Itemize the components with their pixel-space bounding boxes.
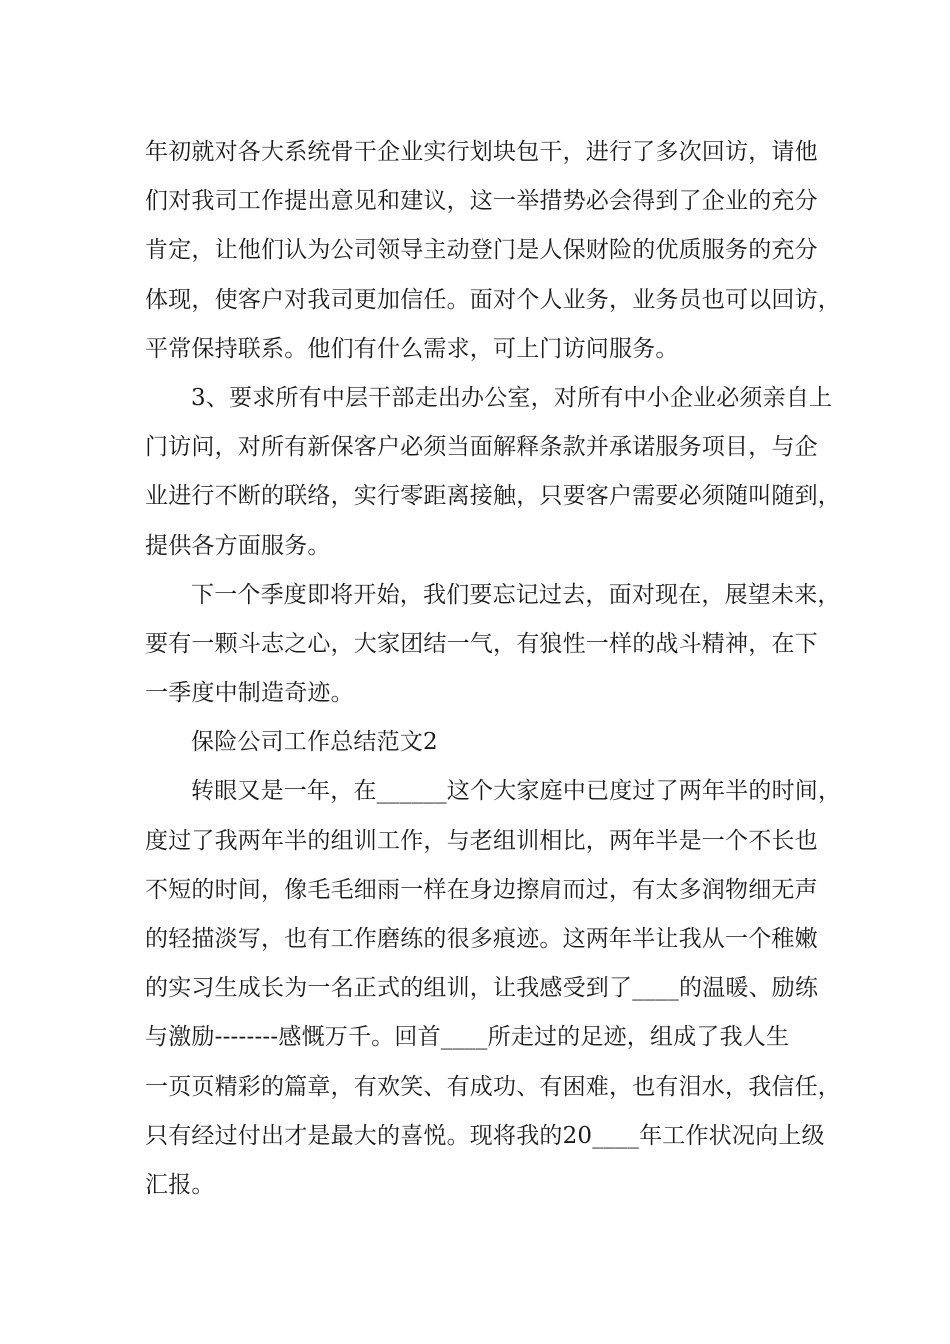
text-line: 与激励--------感慨万千。回首____所走过的足迹，组成了我人生	[145, 1024, 790, 1051]
text-line: 肯定，让他们认为公司领导主动登门是人保财险的优质服务的充分	[145, 237, 818, 264]
text-line: 只有经过付出才是最大的喜悦。现将我的20____年工作状况向上级	[145, 1122, 825, 1149]
text-line: 汇报。	[145, 1171, 215, 1198]
text-line: 一季度中制造奇迹。	[145, 680, 354, 707]
paragraph-start-line: 转眼又是一年，在______这个大家庭中已度过了两年半的时间，	[191, 778, 842, 805]
text-line: 度过了我两年半的组训工作，与老组训相比，两年半是一个不长也	[145, 827, 818, 854]
text-line: 年初就对各大系统骨干企业实行划块包干，进行了多次回访，请他	[145, 139, 818, 165]
text-line: 一页页精彩的篇章，有欢笑、有成功、有困难，也有泪水，我信任，	[145, 1073, 841, 1100]
paragraph-start-line: 下一个季度即将开始，我们要忘记过去，面对现在，展望未来，	[191, 581, 841, 608]
text-line: 的轻描淡写，也有工作磨练的很多痕迹。这两年半让我从一个稚嫩	[145, 926, 818, 952]
text-line: 门访问，对所有新保客户必须当面解释条款并承诺服务项目，与企	[145, 434, 818, 461]
text-line: 不短的时间，像毛毛细雨一样在身边擦肩而过，有太多润物细无声	[145, 876, 818, 903]
text-line: 要有一颗斗志之心，大家团结一气，有狼性一样的战斗精神，在下	[145, 630, 818, 657]
section-title: 保险公司工作总结范文2	[191, 729, 438, 756]
text-line: 的实习生成长为一名正式的组训，让我感受到了____的温暖、励练	[145, 975, 819, 1002]
paragraph-start-line: 3、要求所有中层干部走出办公室，对所有中小企业必须亲自上	[191, 384, 833, 411]
text-line: 业进行不断的联络，实行零距离接触，只要客户需要必须随叫随到，	[145, 483, 841, 510]
text-line: 体现，使客户对我司更加信任。面对个人业务，业务员也可以回访，	[145, 286, 841, 313]
document-body	[145, 128, 842, 1210]
text-line: 平常保持联系。他们有什么需求，可上门访问服务。	[145, 335, 679, 362]
text-line: 提供各方面服务。	[145, 532, 331, 559]
text-line: 们对我司工作提出意见和建议，这一举措势必会得到了企业的充分	[145, 188, 818, 215]
